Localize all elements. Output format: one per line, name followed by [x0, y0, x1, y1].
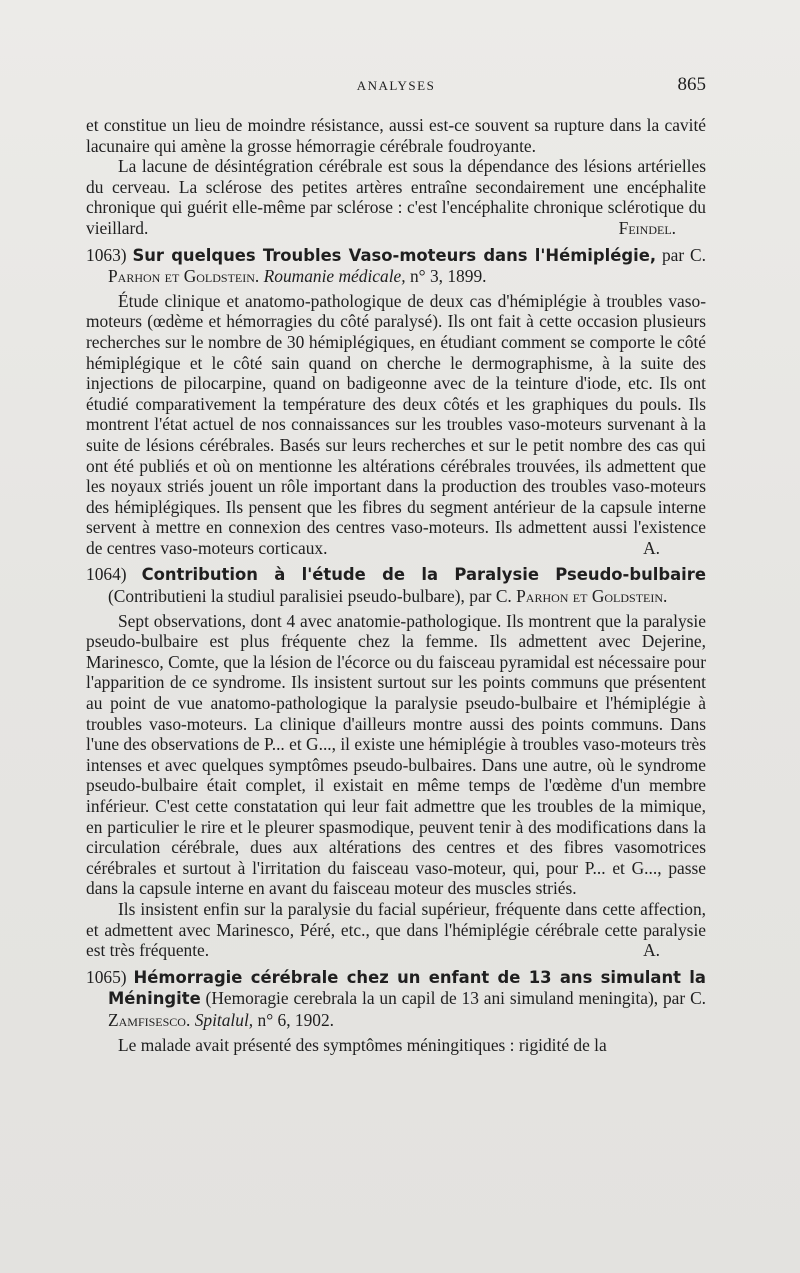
body-text: [86, 115, 706, 1055]
running-head: [86, 74, 706, 98]
entry-1065-heading: [86, 967, 706, 1031]
entry-1063-par: par: [661, 244, 685, 265]
entry-1064-number: 1064): [86, 564, 127, 585]
entry-1063-heading: [86, 245, 706, 287]
entry-1063-signature: A.: [643, 537, 660, 558]
paragraph-continuation: et constitue un lieu de moindre résistance, aussi est-ce souvent sa rupture dans la cavité lacunaire qui amène la grosse hémorragie cérébrale foudroyante.: [86, 115, 706, 156]
entry-1064-body: Sept observations, dont 4 avec anatomie-pathologique. Ils montrent que la paralysie pseudo-bulbaire est plus fréquente chez la femme. Ils admettent avec Dejerine, Marinesco, Comte, que la lésion de l'écorce ou du faisceau pyramidal est nécessaire pour l'apparition de ce syndrome. Ils insistent surtout sur les points communs que présentent au point de vue anatomo-pathologique la paralysie pseudo-bulbaire et l'hémiplégie à troubles vaso-moteurs. La clinique d'ailleurs montre aussi des points communs. Dans l'une des observations de P... et G..., il existe une hémiplégie à troubles vaso-moteurs très intenses et avec quelques symptômes pseudo-bulbaires. Dans une autre, où le syndrome pseudo-bulbaire était complet, il existait en même temps de l'œdème d'un membre inférieur. C'est cette constatation qui leur fait admettre que les troubles de la mimique, en particulier le rire et le pleurer spasmodique, peuvent tenir à des modifications dans la circulation cérébrale, dues aux altérations des centres et des fibres vasomotrices cérébrales et surtout à l'irritation du faisceau vaso-moteur, qui, pour P... et G..., passe dans la capsule interne en avant du faisceau moteur des muscles striés.: [86, 610, 706, 899]
entry-1063-body-text: Étude clinique et anatomo-pathologique de deux cas d'hémiplégie à troubles vaso-moteurs (œdème et hémorragies du côté paralysé). Ils ont fait à cette occasion plusieurs recherches sur le nombre de 30 hémiplégiques, en étudiant comment se comporte le côté hémiplégique et le côté sain quand on cherche le dermographisme, à la suite des injections de pilocarpine, quand on badigeonne avec de la teinture d'iode, etc. Ils ont étudié comparativement la température des deux côtés et les graphiques du pouls. Ils montrent l'état actuel de nos connaissances sur les troubles vaso-moteurs survenant à la suite de lésions cérébrales. Basés sur leurs recherches et sur le petit nombre des cas qui ont été publiés et où on mentionne les altérations cérébrales trouvées, ils admettent que les noyaux striés jouent un rôle important dans la production des troubles vaso-moteurs des hémiplégiques. Ils pensent que les fibres du segment antérieur de la capsule interne servent à mettre en connexion des centres vaso-moteurs. Ils admettent aussi l'existence de centres vaso-moteurs corticaux.: [86, 290, 706, 558]
entry-1064-body-2-text: Ils insistent enfin sur la paralysie du facial supérieur, fréquente dans cette affection, et admettent avec Marinesco, Péré, etc., que dans l'hémiplégie cérébrale cette paralysie est très fréquente.: [86, 898, 706, 961]
entry-1065-number: 1065): [86, 966, 127, 987]
paragraph-lacune: [86, 156, 706, 238]
entry-1065-title: Hémorragie cérébrale chez un enfant de 13 ans simulant la Méningite: [108, 967, 706, 1009]
signature-feindel: Feindel.: [618, 217, 676, 238]
entry-1063-number: 1063): [86, 244, 127, 265]
entry-1063-ref: n° 3, 1899.: [409, 266, 487, 287]
entry-1063-authors: C. Parhon et Goldstein.: [108, 244, 706, 287]
entry-1063-journal: Roumanie médicale,: [263, 266, 406, 287]
entry-1064-signature: A.: [643, 940, 660, 961]
entry-1065-journal: Spitalul,: [194, 1009, 254, 1030]
entry-1063-body: [86, 291, 706, 559]
page-number: 865: [677, 74, 706, 95]
running-head-title: ANALYSES: [356, 78, 436, 93]
paragraph-lacune-text: La lacune de désintégration cérébrale est sous la dépendance des lésions artérielles du cerveau. La sclérose des petites artères entraîne secondairement une encéphalite chronique qui guérit elle-même par sclérose : c'est l'encéphalite chronique sclérotique du vieillard.: [86, 156, 706, 238]
entry-1064-heading: [86, 564, 706, 606]
entry-1065-subtitle: (Hemoragie cerebrala la un capil de 13 ani simuland meningita), par: [205, 988, 686, 1009]
entry-1065-authors: C. Zamfisesco.: [108, 988, 707, 1030]
entry-1064-subtitle: (Contributieni la studiul paralisiei pseudo-bulbare), par: [108, 586, 492, 607]
entry-1065-body: Le malade avait présenté des symptômes méningitiques : rigidité de la: [118, 1034, 607, 1055]
entry-1064-title: Contribution à l'étude de la Paralysie Pseudo-bulbaire: [141, 565, 706, 585]
entry-1065-ref: n° 6, 1902.: [257, 1009, 335, 1030]
entry-1064-authors: C. Parhon et Goldstein.: [495, 586, 668, 607]
entry-1064-body-2: [86, 899, 706, 961]
entry-1063-title: Sur quelques Troubles Vaso-moteurs dans l'Hémiplégie,: [132, 245, 657, 265]
